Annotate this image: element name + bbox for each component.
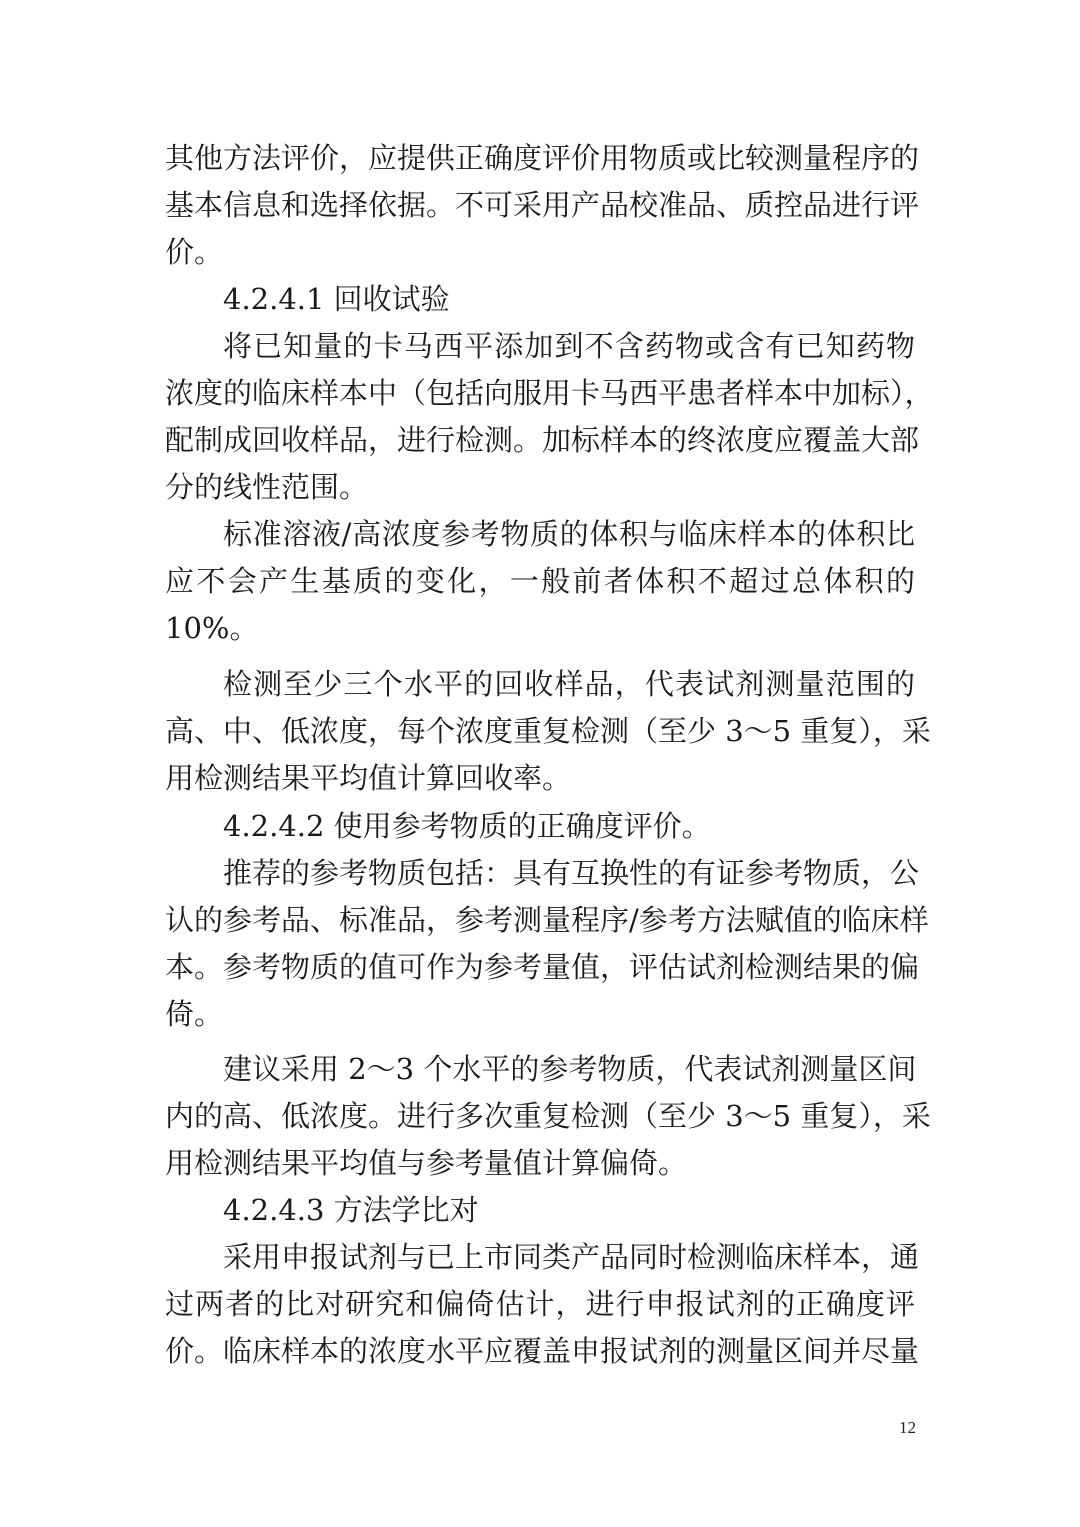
text-line: 其他方法评价，应提供正确度评价用物质或比较测量程序的 [165, 141, 920, 175]
text-line: 分的线性范围。 [165, 470, 369, 504]
section-heading: 4.2.4.3 方法学比对 [223, 1193, 479, 1227]
text-line: 采用申报试剂与已上市同类产品同时检测临床样本，通 [223, 1240, 920, 1274]
text-line: 过两者的比对研究和偏倚估计，进行申报试剂的正确度评 [165, 1287, 915, 1321]
text-line: 倚。 [165, 997, 224, 1031]
text-line: 标准溶液/高浓度参考物质的体积与临床样本的体积比 [223, 517, 915, 551]
text-line: 浓度的临床样本中（包括向服用卡马西平患者样本中加标）， [165, 376, 934, 410]
page-number: 12 [899, 1418, 916, 1437]
text-line: 应不会产生基质的变化，一般前者体积不超过总体积的 [165, 564, 915, 598]
text-line: 建议采用 2～3 个水平的参考物质，代表试剂测量区间 [223, 1052, 917, 1086]
text-line: 基本信息和选择依据。不可采用产品校准品、质控品进行评 [165, 188, 920, 222]
text-line: 10%。 [165, 611, 259, 645]
text-line: 将已知量的卡马西平添加到不含药物或含有已知药物 [223, 329, 915, 363]
text-line: 高、中、低浓度，每个浓度重复检测（至少 3～5 重复），采 [165, 714, 931, 748]
text-line: 用检测结果平均值与参考量值计算偏倚。 [165, 1146, 688, 1180]
section-heading: 4.2.4.2 使用参考物质的正确度评价。 [223, 809, 711, 843]
text-line: 价。临床样本的浓度水平应覆盖申报试剂的测量区间并尽量 [165, 1334, 920, 1368]
text-line: 内的高、低浓度。进行多次重复检测（至少 3～5 重复），采 [165, 1099, 931, 1133]
text-line: 推荐的参考物质包括：具有互换性的有证参考物质，公 [223, 856, 920, 890]
text-line: 用检测结果平均值计算回收率。 [165, 761, 572, 795]
text-line: 配制成回收样品，进行检测。加标样本的终浓度应覆盖大部 [165, 423, 920, 457]
text-line: 本。参考物质的值可作为参考量值，评估试剂检测结果的偏 [165, 950, 920, 984]
text-line: 检测至少三个水平的回收样品，代表试剂测量范围的 [223, 667, 915, 701]
section-heading: 4.2.4.1 回收试验 [223, 282, 450, 316]
text-line: 认的参考品、标准品，参考测量程序/参考方法赋值的临床样 [165, 903, 929, 937]
text-line: 价。 [165, 235, 224, 269]
